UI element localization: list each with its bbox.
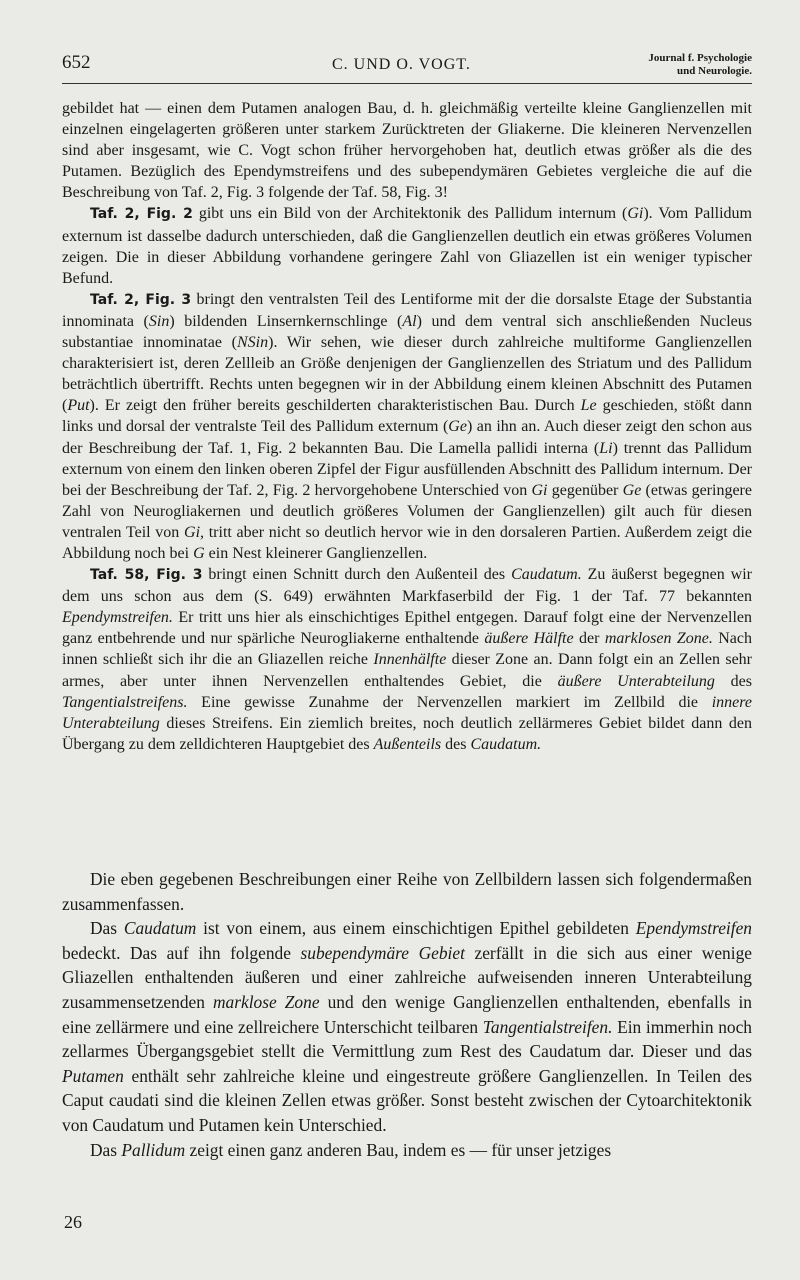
paragraph-summary-intro: Die eben gegebenen Beschreibungen einer Reihe von Zellbildern lassen sich folgendermaßen zusammenfassen. [62,869,752,914]
paragraph-taf2-fig2 [62,203,752,288]
text-run: ein Nest kleinerer Ganglienzellen. [204,544,428,562]
text-run: ). Vom Pallidum externum ist dasselbe dadurch unterschieden, daß die Ganglienzellen deutlich ein etwas größeres Volumen zeigen. Die in dieser Abbildung vorhandene geringere Zahl von Gliazellen ist ein weniger typischer Befund. [62,205,752,287]
italic-run: Li [599,439,613,457]
italic-run: Sin [148,312,170,330]
journal-line-2: und Neurologie. [677,65,752,77]
italic-run: Tangentialstreifens. [62,693,188,711]
italic-run: Putamen [62,1065,124,1086]
figure-reference-lead: Taf. 58, Fig. 3 [90,567,203,584]
text-run: des [714,672,753,690]
italic-run: NSin [236,334,269,352]
paragraph-continued: gebildet hat — einen dem Putamen analogen Bau, d. h. gleichmäßig verteilte kleine Ganglienzellen mit einzelnen eingelagerten größeren unter starkem Zurücktreten der Gliakerne. Die kleineren Nervenzellen sind aber insgesamt, wie C. Vogt schon früher hervorgehoben hat, deutlich etwas größer als die des Putamen. Bezüglich des Ependymstreifens und des subependymären Gebietes vergleiche die auf die Beschreibung von Taf. 2, Fig. 3 folgende der Taf. 58, Fig. 3! [62,100,752,202]
text-run: zerfällt in die sich aus einer wenige Gliazellen enthaltenden äußeren und einer zahlreiche aufweisenden inneren Unterabteilung zusammensetzenden [62,942,752,1012]
italic-run: Tangentialstreifen. [482,1016,613,1037]
paragraph-taf2-fig3 [62,289,752,564]
text-run: bedeckt. Das auf ihn folgende [62,942,301,963]
text-run: Zu äußerst begegnen wir dem uns schon aus dem (S. 649) erwähnten Markfaserbild der Fig. 1 der Taf. 77 bekannten [62,566,753,606]
text-run: (etwas geringere Zahl von Neurogliakernen und deutlich größeres Volumen der Ganglienzellen) gilt auch für diesen ventralen Teil von [62,481,752,541]
page-number: 652 [62,52,91,73]
italic-run: Außenteils [373,735,442,753]
italic-run: Caudatum. [470,735,542,753]
text-run: Nach innen schließt sich ihr die an Gliazellen reiche [62,630,752,669]
text-run: ). Er zeigt den früher bereits geschilderten charakteristischen Bau. Durch [89,397,581,415]
italic-run: Caudatum [123,918,197,939]
italic-run: Pallidum [121,1139,186,1160]
italic-run: äußere Unterabteilung [557,672,715,690]
figure-reference-lead: Taf. 2, Fig. 2 [90,206,193,223]
italic-run: G [193,544,205,562]
text-run: gegenüber [547,481,623,499]
italic-run: marklosen Zone. [604,630,713,648]
text-run: dieser Zone an. Dann folgt ein an Zellen sehr armes, aber unter ihnen Nervenzellen enthaltendes Gebiet, die [62,651,752,690]
italic-run: Le [580,397,597,415]
paragraph-caudatum-summary [62,916,752,1137]
body-text-summary [62,867,752,1162]
text-run: geschieden, stößt dann links und dorsal der ventralste Teil des Pallidum externum ( [62,397,753,436]
italic-run: subependymäre Gebiet [300,942,465,963]
running-head: C. UND O. VOGT. [332,56,471,73]
italic-run: äußere Hälfte [484,630,574,648]
journal-line-1: Journal f. Psychologie [648,52,752,64]
page-header [62,50,752,82]
text-run: ) bildenden Linsernkernschlinge ( [169,312,403,330]
text-run: ) und dem ventral sich anschließenden Nucleus substantiae innominatae ( [62,312,753,352]
text-run: des [441,735,471,753]
text-run: enthält sehr zahlreiche kleine und eingestreute größere Ganglienzellen. In Teilen des Caput caudati sind die kleinen Zellen etwas größer. Sonst besteht zwischen der Cytoarchitektonik von Caudatum und Putamen kein Unterschied. [62,1065,752,1135]
italic-run: marklose Zone [212,991,320,1012]
italic-run: Innenhälfte [373,651,447,669]
text-run: zeigt einen ganz anderen Bau, indem es — für unser jetziges [185,1139,612,1160]
text-run: der [573,630,605,648]
italic-run: Gi [627,205,644,223]
paragraph-taf58-fig3 [62,564,752,755]
text-run: ). Wir sehen, wie dieser durch zahlreiche multiforme Ganglienzellen charakterisiert ist, deren Zellleib an Größe denjenigen der Ganglienzellen des Striatum und des Pallidum beträchtlich übertrifft. Rechts unten begegnen wir in der Abbildung einem kleinen Abschnitt des Putamen ( [62,334,752,415]
text-run: gibt uns ein Bild von der Architektonik des Pallidum internum ( [192,205,628,223]
italic-run: Gi [531,481,548,499]
text-run: Das [90,918,124,939]
italic-run: Ge [622,481,642,499]
figure-reference-lead: Taf. 2, Fig. 3 [90,291,192,308]
italic-run: Gi, [184,523,205,541]
paragraph-pallidum-start [62,1138,752,1163]
body-text-small [62,98,752,755]
italic-run: Ge [448,418,467,436]
italic-run: Caudatum. [511,566,582,584]
signature-mark: 26 [64,1212,82,1232]
italic-run: Put [67,397,90,415]
text-run: und den wenige Ganglienzellen enthaltenden, ebenfalls in eine zellärmere und eine zellreichere Unterschicht teilbaren [62,991,752,1037]
text-run: dieses Streifens. Ein ziemlich breites, noch deutlich zellärmeres Gebiet bildet dann den Übergang zu dem zelldichteren Hauptgebiet des [62,714,752,753]
italic-run: innere Unterabteilung [62,693,752,732]
text-run: Er tritt uns hier als einschichtiges Epithel entgegen. Darauf folgt eine der Nervenzellen ganz entbehrende und nur spärliche Neurogliakerne enthaltende [62,609,752,648]
text-run: tritt aber nicht so deutlich hervor wie in den dorsaleren Partien. Außerdem zeigt die Abbildung noch bei [62,523,752,562]
text-run: Das [90,1139,122,1160]
journal-name [648,52,752,78]
italic-run: Al [402,312,417,330]
header-rule [62,83,752,84]
text-run: ) trennt das Pallidum externum von einem den linken oberen Zipfel der Figur ausfüllenden Abschnitt des Pallidum internum. Der bei der Beschreibung der Taf. 2, Fig. 2 hervorgehobene Unterschied von [62,439,752,499]
text-run: Ein immerhin noch zellarmes Übergangsgebiet stellt die Vermittlung zum Rest des Caudatum dar. Dieser und das [62,1016,752,1062]
text-run: Eine gewisse Zunahme der Nervenzellen markiert im Zellbild die [187,693,712,711]
italic-run: Ependymstreifen. [62,609,173,627]
italic-run: Ependymstreifen [635,918,752,939]
text-run: bringt den ventralsten Teil des Lentiforme mit der die dorsalste Etage der Substantia innominata ( [62,290,753,330]
text-run: ist von einem, aus einem einschichtigen Epithel gebildeten [196,918,636,939]
text-run: ) an ihn an. Auch dieser zeigt den schon aus der Beschreibung der Taf. 1, Fig. 2 bekannten Bau. Die Lamella pallidi interna ( [62,418,752,457]
text-run: bringt einen Schnitt durch den Außenteil des [202,566,512,584]
